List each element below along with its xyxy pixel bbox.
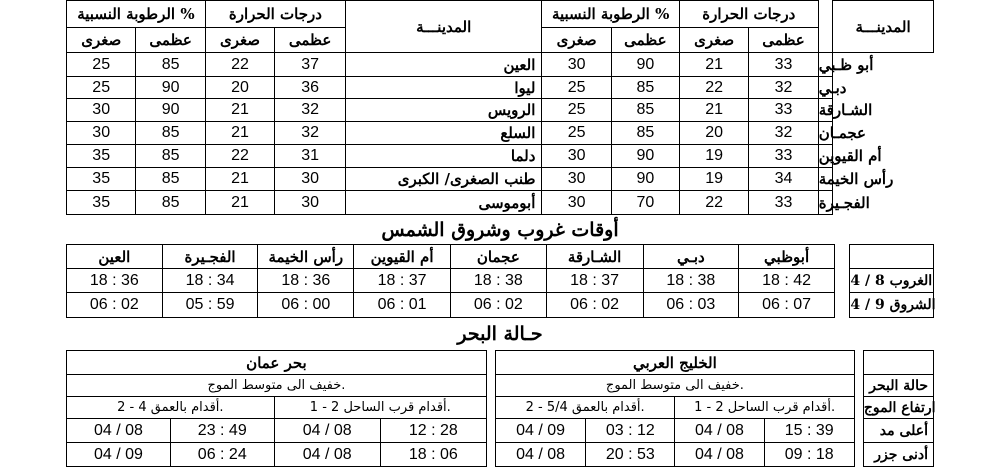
sun-label-blank xyxy=(850,245,934,269)
humidity-min: 30 xyxy=(67,122,136,145)
city-name: رأس الخيمة xyxy=(818,168,832,191)
min-header: صغرى xyxy=(542,28,611,53)
temperature-min: 20 xyxy=(679,122,748,145)
sun-gap xyxy=(834,245,849,318)
oman-high-value: 12 : 28 xyxy=(380,419,486,443)
sunset-time: 18 : 36 xyxy=(67,269,163,293)
city-name: السلع xyxy=(345,122,541,145)
city-name: العين xyxy=(345,53,541,77)
low-tide-label: أدنى جزر xyxy=(863,443,933,467)
weather-row xyxy=(67,122,934,145)
oman-high-value: 04 / 08 xyxy=(274,419,380,443)
humidity-max: 90 xyxy=(136,77,205,99)
sea-state-label: حالة البحر xyxy=(863,375,933,397)
sunrise-time: 06 : 07 xyxy=(739,293,835,318)
temperature-min: 21 xyxy=(205,191,274,215)
weather-row xyxy=(67,191,934,215)
temperature-max: 37 xyxy=(275,53,346,77)
gulf-low-value: 04 / 08 xyxy=(495,443,585,467)
gulf-header: الخليج العربي xyxy=(495,351,854,375)
humidity-max: 85 xyxy=(611,99,679,122)
humidity-min: 35 xyxy=(67,145,136,168)
gulf-low-value: 09 : 18 xyxy=(764,443,854,467)
humidity-max: 85 xyxy=(136,122,205,145)
gulf-state: خفيف الى متوسط الموج. xyxy=(495,375,854,397)
temperature-max: 30 xyxy=(275,191,346,215)
city-name: عجمـان xyxy=(818,122,832,145)
right-temperature-header: درجات الحرارة xyxy=(679,1,818,28)
city-name: أبوموسى xyxy=(345,191,541,215)
city-name: أم القيوين xyxy=(818,145,832,168)
temperature-max: 32 xyxy=(749,77,818,99)
city-name: الفجـيرة xyxy=(818,191,832,215)
city-name: أبو ظـبي xyxy=(818,53,832,77)
sea-gap-right xyxy=(854,351,863,467)
oman-low-value: 04 / 08 xyxy=(274,443,380,467)
temperature-min: 21 xyxy=(679,53,748,77)
sun-city-header: دبـي xyxy=(643,245,739,269)
oman-low-value: 18 : 06 xyxy=(380,443,486,467)
left-humidity-header: الرطوبة النسبية % xyxy=(67,1,206,28)
page xyxy=(66,0,934,470)
sun-title: أوقات غروب وشروق الشمس xyxy=(381,219,619,241)
temperature-min: 22 xyxy=(679,191,748,215)
humidity-min: 30 xyxy=(542,145,611,168)
weather-row xyxy=(67,168,934,191)
weather-row xyxy=(67,99,934,122)
sunset-time: 18 : 38 xyxy=(450,269,546,293)
temperature-max: 32 xyxy=(275,99,346,122)
gulf-high-value: 04 / 09 xyxy=(495,419,585,443)
humidity-min: 25 xyxy=(67,53,136,77)
high-tide-label: أعلى مد xyxy=(863,419,933,443)
sunset-time: 18 : 36 xyxy=(258,269,354,293)
humidity-min: 35 xyxy=(67,168,136,191)
humidity-max: 85 xyxy=(136,53,205,77)
gulf-high-value: 04 / 08 xyxy=(675,419,764,443)
humidity-max: 85 xyxy=(611,77,679,99)
humidity-min: 25 xyxy=(542,99,611,122)
wave-height-label: ارتفاع الموج xyxy=(863,397,933,419)
humidity-max: 90 xyxy=(611,145,679,168)
max-header: عظمى xyxy=(749,28,818,53)
humidity-min: 30 xyxy=(67,99,136,122)
humidity-min: 25 xyxy=(542,122,611,145)
sunset-time: 18 : 37 xyxy=(354,269,451,293)
humidity-max: 85 xyxy=(136,145,205,168)
sun-city-header: رأس الخيمة xyxy=(258,245,354,269)
temperature-max: 33 xyxy=(749,53,818,77)
sea-title: حـالة البحر xyxy=(457,323,543,345)
sunrise-label: الشروق 9 / 4 xyxy=(850,293,934,318)
gulf-wave-coast: 1 - 2 أقدام قرب الساحل. xyxy=(675,397,854,419)
city-name: طنب الصغرى/ الكبرى xyxy=(345,168,541,191)
right-city-header: المدينـــة xyxy=(833,1,934,53)
temperature-max: 36 xyxy=(275,77,346,99)
sunrise-time: 06 : 02 xyxy=(67,293,163,318)
temperature-max: 32 xyxy=(749,122,818,145)
oman-wave-coast: 1 - 2 أقدام قرب الساحل. xyxy=(274,397,486,419)
temperature-min: 22 xyxy=(205,53,274,77)
humidity-max: 90 xyxy=(611,168,679,191)
sunset-time: 18 : 37 xyxy=(546,269,643,293)
sunrise-time: 06 : 02 xyxy=(450,293,546,318)
humidity-max: 70 xyxy=(611,191,679,215)
column-gap xyxy=(818,1,832,53)
temperature-max: 33 xyxy=(749,145,818,168)
oman-state: خفيف الى متوسط الموج. xyxy=(67,375,487,397)
humidity-min: 30 xyxy=(542,191,611,215)
label-blank xyxy=(863,351,933,375)
temperature-min: 19 xyxy=(679,168,748,191)
sun-city-header: العين xyxy=(67,245,163,269)
oman-high-value: 04 / 08 xyxy=(67,419,171,443)
oman-high-value: 23 : 49 xyxy=(170,419,274,443)
gulf-wave-deep: 2 - 5/4 أقدام بالعمق. xyxy=(495,397,674,419)
temperature-min: 21 xyxy=(679,99,748,122)
gulf-high-value: 03 : 12 xyxy=(586,419,675,443)
humidity-max: 85 xyxy=(136,168,205,191)
gulf-high-value: 15 : 39 xyxy=(764,419,854,443)
city-name: دلما xyxy=(345,145,541,168)
temperature-min: 19 xyxy=(679,145,748,168)
sun-city-header: أم القيوين xyxy=(354,245,451,269)
humidity-min: 25 xyxy=(67,77,136,99)
sunset-time: 18 : 38 xyxy=(643,269,739,293)
sunrise-time: 05 : 59 xyxy=(162,293,258,318)
city-name: دبـي xyxy=(818,78,847,97)
left-temperature-header: درجات الحرارة xyxy=(205,1,345,28)
temperature-max: 30 xyxy=(275,168,346,191)
sunrise-time: 06 : 00 xyxy=(258,293,354,318)
sun-city-header: أبوظبي xyxy=(739,245,835,269)
oman-wave-deep: 2 - 4 أقدام بالعمق. xyxy=(67,397,275,419)
humidity-max: 85 xyxy=(136,191,205,215)
gulf-low-value: 04 / 08 xyxy=(675,443,764,467)
weather-table xyxy=(66,0,934,215)
min-header: صغرى xyxy=(67,28,136,53)
temperature-min: 21 xyxy=(205,168,274,191)
sunrise-time: 06 : 01 xyxy=(354,293,451,318)
oman-low-value: 04 / 09 xyxy=(67,443,171,467)
min-header: صغرى xyxy=(679,28,748,53)
city-name: ليوا xyxy=(345,77,541,99)
sunrise-time: 06 : 03 xyxy=(643,293,739,318)
max-header: عظمى xyxy=(136,28,205,53)
gulf-low-value: 20 : 53 xyxy=(586,443,675,467)
weather-row xyxy=(67,77,934,99)
humidity-max: 90 xyxy=(136,99,205,122)
sea-table xyxy=(66,350,934,467)
temperature-max: 31 xyxy=(275,145,346,168)
oman-header: بحر عمان xyxy=(67,351,487,375)
humidity-min: 25 xyxy=(542,77,611,99)
temperature-min: 20 xyxy=(205,77,274,99)
humidity-max: 85 xyxy=(611,122,679,145)
left-city-header: المدينـــة xyxy=(345,1,541,53)
humidity-min: 30 xyxy=(542,168,611,191)
weather-row xyxy=(67,53,934,77)
weather-row xyxy=(67,145,934,168)
temperature-min: 22 xyxy=(205,145,274,168)
max-header: عظمى xyxy=(275,28,346,53)
city-name: الشـارقة xyxy=(818,99,832,122)
temperature-min: 21 xyxy=(205,122,274,145)
temperature-max: 34 xyxy=(749,168,818,191)
humidity-min: 35 xyxy=(67,191,136,215)
temperature-max: 32 xyxy=(275,122,346,145)
min-header: صغرى xyxy=(205,28,274,53)
sun-city-header: الشـارقة xyxy=(546,245,643,269)
sun-table xyxy=(66,244,934,318)
sun-city-header: عجمان xyxy=(450,245,546,269)
oman-low-value: 06 : 24 xyxy=(170,443,274,467)
sunset-time: 18 : 42 xyxy=(739,269,835,293)
humidity-max: 90 xyxy=(611,53,679,77)
temperature-min: 21 xyxy=(205,99,274,122)
sunset-label: الغروب 8 / 4 xyxy=(850,269,934,293)
city-name: الرويس xyxy=(345,99,541,122)
sunset-time: 18 : 34 xyxy=(162,269,258,293)
sun-city-header: الفجـيرة xyxy=(162,245,258,269)
temperature-min: 22 xyxy=(679,77,748,99)
right-humidity-header: الرطوبة النسبية % xyxy=(542,1,680,28)
temperature-max: 33 xyxy=(749,99,818,122)
humidity-min: 30 xyxy=(542,53,611,77)
temperature-max: 33 xyxy=(749,191,818,215)
sea-gap-left xyxy=(486,351,495,467)
max-header: عظمى xyxy=(611,28,679,53)
sunrise-time: 06 : 02 xyxy=(546,293,643,318)
